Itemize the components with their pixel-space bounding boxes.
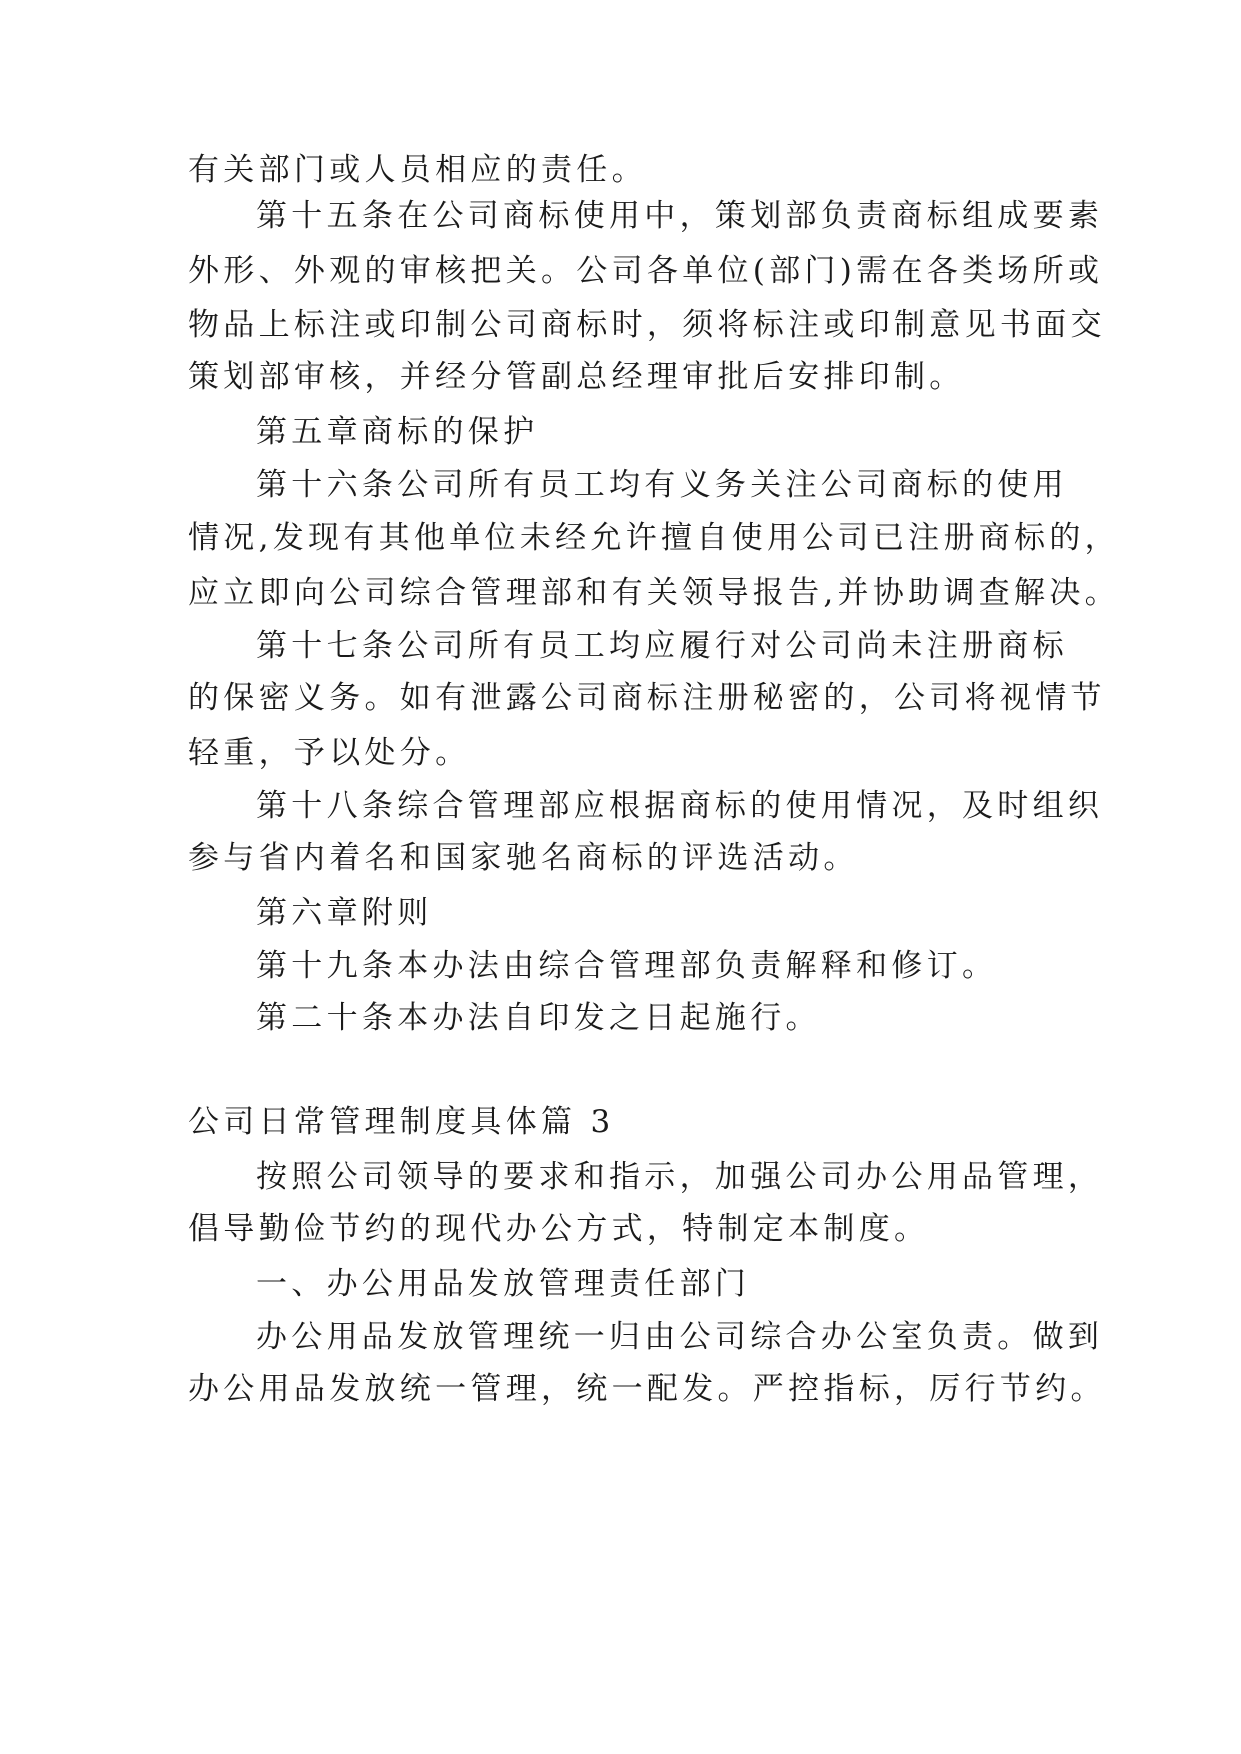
paragraph-line: 策划部审核，并经分管副总经理审批后安排印制。 xyxy=(188,359,965,395)
paragraph-line: 第十八条综合管理部应根据商标的使用情况，及时组织 xyxy=(256,788,1104,824)
paragraph-line: 的保密义务。如有泄露公司商标注册秘密的，公司将视情节 xyxy=(188,680,1106,716)
paragraph-line: 按照公司领导的要求和指示，加强公司办公用品管理， xyxy=(256,1159,1104,1195)
paragraph-line: 外形、外观的审核把关。公司各单位(部门)需在各类场所或 xyxy=(188,253,1104,289)
paragraph-line: 办公用品发放管理统一归由公司综合办公室负责。做到 xyxy=(256,1319,1104,1355)
paragraph-line: 第十五条在公司商标使用中，策划部负责商标组成要素 xyxy=(256,198,1104,234)
paragraph-line: 第二十条本办法自印发之日起施行。 xyxy=(256,1000,821,1036)
paragraph-line: 物品上标注或印制公司商标时，须将标注或印制意见书面交 xyxy=(188,307,1106,343)
paragraph-line: 有关部门或人员相应的责任。 xyxy=(188,152,647,188)
paragraph-line: 第十九条本办法由综合管理部负责解释和修订。 xyxy=(256,948,998,984)
paragraph-line: 轻重，予以处分。 xyxy=(188,735,471,771)
paragraph-line: 情况,发现有其他单位未经允许擅自使用公司已注册商标的， xyxy=(188,520,1120,556)
document-title: 公司日常管理制度具体篇 3 xyxy=(188,1104,615,1140)
paragraph-line: 第十七条公司所有员工均应履行对公司尚未注册商标 xyxy=(256,628,1068,664)
section-heading: 第五章商标的保护 xyxy=(256,414,539,450)
section-heading: 一、办公用品发放管理责任部门 xyxy=(256,1266,751,1302)
paragraph-line: 倡导勤俭节约的现代办公方式，特制定本制度。 xyxy=(188,1211,930,1247)
paragraph-line: 第十六条公司所有员工均有义务关注公司商标的使用 xyxy=(256,467,1068,503)
section-heading: 第六章附则 xyxy=(256,895,433,931)
paragraph-line: 办公用品发放统一管理，统一配发。严控指标，厉行节约。 xyxy=(188,1371,1106,1407)
paragraph-line: 参与省内着名和国家驰名商标的评选活动。 xyxy=(188,840,859,876)
paragraph-line: 应立即向公司综合管理部和有关领导报告,并协助调查解决。 xyxy=(188,575,1120,611)
